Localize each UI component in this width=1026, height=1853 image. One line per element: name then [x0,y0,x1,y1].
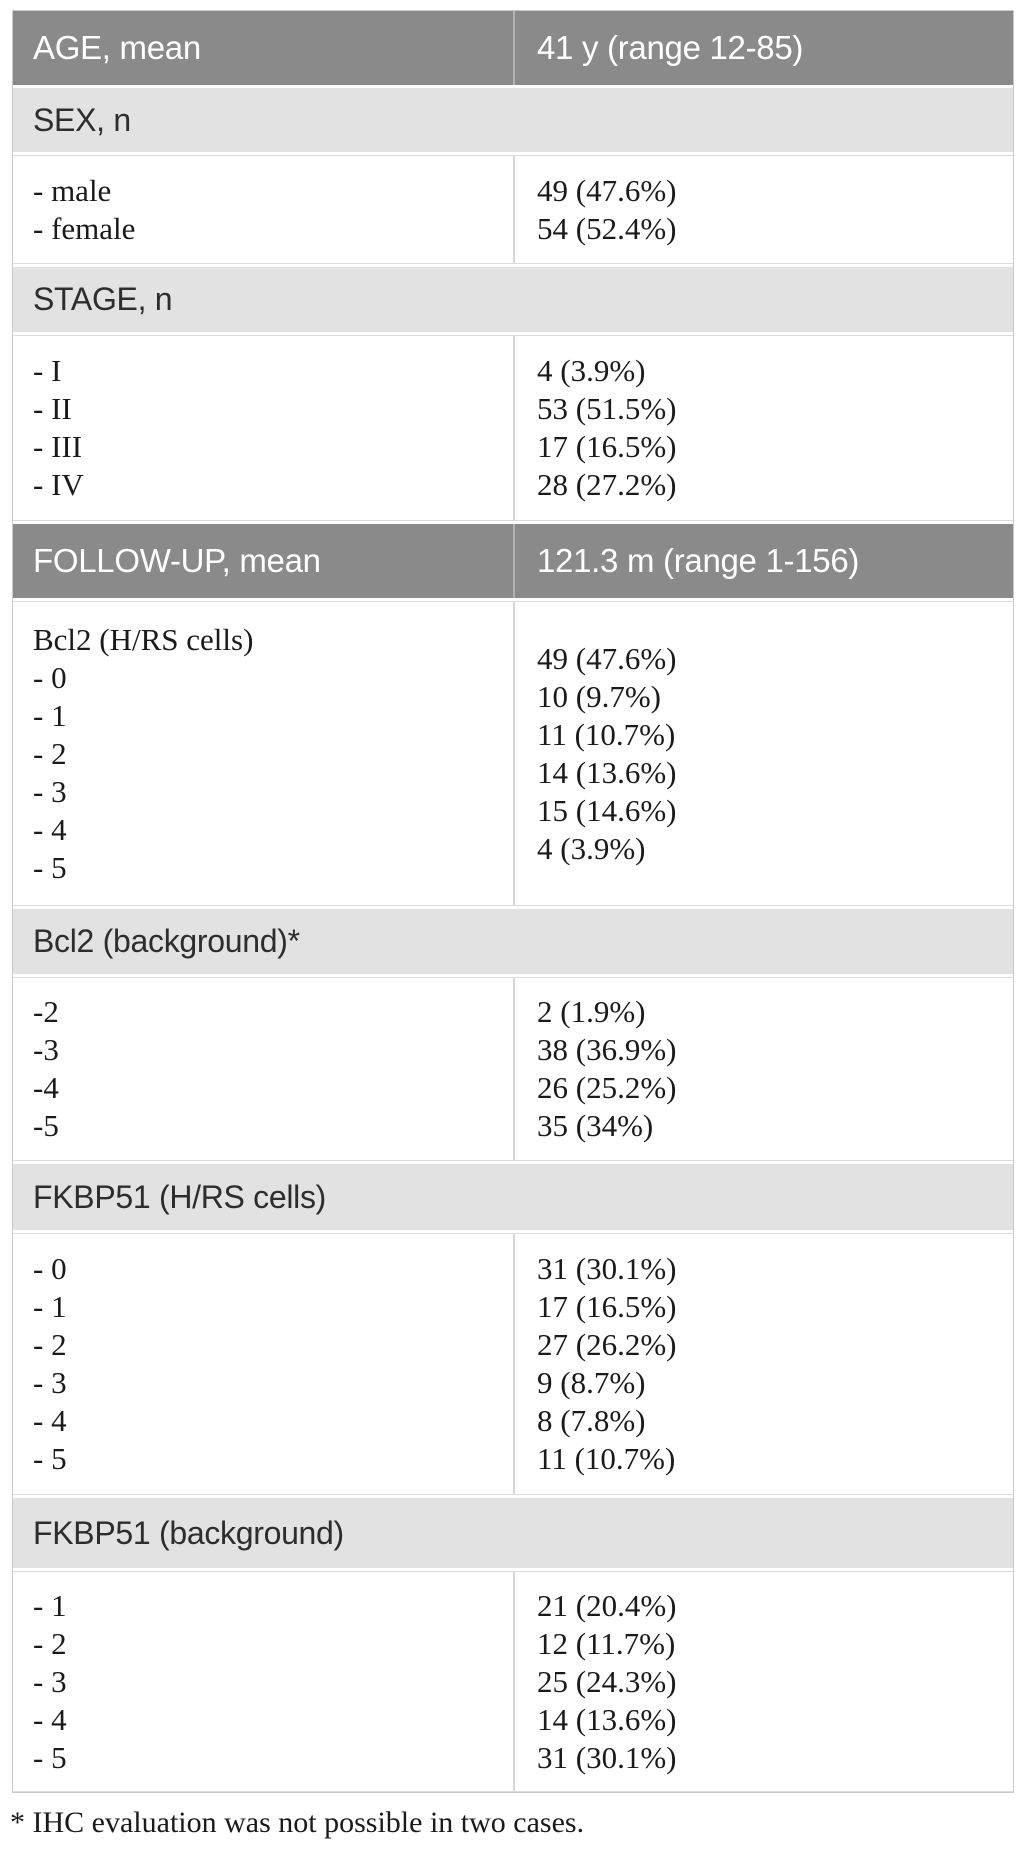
stat-label: - 1 [33,697,67,733]
row-header-value: 41 y (range 12-85) [537,29,804,66]
section-label: FKBP51 (H/RS cells) [33,1178,327,1215]
fkbp51-hrs-values-cell [513,1234,1013,1494]
age-value-cell [513,11,1013,85]
stat-value: 2 (1.9%) [537,994,646,1029]
age-label-cell [13,11,513,85]
stat-value: 27 (26.2%) [537,1327,677,1362]
stat-label: - 1 [33,1587,67,1623]
stat-value: 15 (14.6%) [537,792,677,828]
data-row-fkbp51-hrs [13,1233,1013,1495]
stat-value: 54 (52.4%) [537,210,677,246]
stat-value: 4 (3.9%) [537,353,646,388]
stat-value: 38 (36.9%) [537,1032,677,1067]
stat-label: - 3 [33,773,67,809]
data-row-fkbp51-background [13,1571,1013,1792]
stat-label: - 4 [33,1403,67,1438]
stat-value: 25 (24.3%) [537,1663,677,1699]
data-row-stage [13,335,1013,521]
sex-values-cell [513,156,1013,263]
table-footnote: * IHC evaluation was not possible in two cases. [10,1806,585,1839]
stat-label: - 5 [33,1441,67,1476]
stat-label: -5 [33,1108,59,1143]
header-row-followup [13,524,1013,598]
stat-label: - 0 [33,1251,67,1286]
stat-value: 9 (8.7%) [537,1365,646,1400]
stat-value: 17 (16.5%) [537,429,677,464]
section-row-stage [13,267,1013,332]
stat-value: 10 (9.7%) [537,678,661,714]
stat-value: 11 (10.7%) [537,1441,676,1476]
stat-label: -3 [33,1032,59,1067]
header-row-age [13,11,1013,85]
stage-values-cell [513,336,1013,520]
stat-label: -4 [33,1070,59,1105]
data-row-bcl2-hrs [13,601,1013,906]
stat-value: 35 (34%) [537,1108,654,1143]
bcl2-bg-labels-cell [13,978,513,1160]
stat-label: - 1 [33,1289,67,1324]
stat-label: - 5 [33,849,67,885]
section-row-fkbp51-background [13,1498,1013,1568]
stat-value: 14 (13.6%) [537,1701,677,1737]
data-row-bcl2-background [13,977,1013,1161]
stat-value: 14 (13.6%) [537,754,677,790]
patient-characteristics-table [12,10,1014,1793]
section-label: SEX, n [33,101,131,138]
stat-value: 49 (47.6%) [537,640,677,676]
data-row-sex [13,155,1013,264]
stat-label: - III [33,429,83,464]
stat-label: - 3 [33,1663,67,1699]
followup-value-cell [513,524,1013,598]
stat-label: - 2 [33,1625,67,1661]
bcl2-bg-values-cell [513,978,1013,1160]
stat-value: 53 (51.5%) [537,391,677,426]
section-label: Bcl2 (background)* [33,923,300,959]
stat-label: - 0 [33,659,67,695]
fkbp51-bg-values-cell [513,1572,1013,1791]
section-label: STAGE, n [33,281,173,317]
stat-label: -2 [33,994,59,1029]
row-header-label: FOLLOW-UP, mean [33,542,321,579]
stat-value: 28 (27.2%) [537,467,677,502]
stat-value: 31 (30.1%) [537,1251,677,1286]
stat-value: 31 (30.1%) [537,1739,677,1775]
stat-label: - 2 [33,735,67,771]
stage-labels-cell [13,336,513,520]
sex-labels-cell [13,156,513,263]
bcl2-hrs-labels-cell [13,602,513,905]
stat-label: - 4 [33,1701,67,1737]
section-row-sex [13,88,1013,152]
stat-value: 17 (16.5%) [537,1289,677,1324]
fkbp51-bg-labels-cell [13,1572,513,1791]
row-header-label: AGE, mean [33,29,201,66]
stat-value: 12 (11.7%) [537,1625,676,1661]
stat-label: - 4 [33,811,67,847]
stat-label: - female [33,210,136,246]
stat-label: Bcl2 (H/RS cells) [33,621,254,657]
stat-value: 11 (10.7%) [537,716,676,752]
stat-label: - II [33,391,72,426]
followup-label-cell [13,524,513,598]
stat-value: 49 (47.6%) [537,172,677,208]
fkbp51-hrs-labels-cell [13,1234,513,1494]
stat-label: - I [33,353,62,388]
stat-value: 4 (3.9%) [537,830,646,866]
stat-value: 8 (7.8%) [537,1403,646,1438]
section-label: FKBP51 (background) [33,1514,344,1551]
stat-label: - 3 [33,1365,67,1400]
bcl2-hrs-values-cell [513,602,1013,905]
stat-value: 21 (20.4%) [537,1587,677,1623]
stat-label: - 2 [33,1327,67,1362]
stat-value: 26 (25.2%) [537,1070,677,1105]
section-row-bcl2-background [13,909,1013,974]
section-row-fkbp51-hrs [13,1164,1013,1230]
row-header-value: 121.3 m (range 1-156) [537,542,860,579]
stat-label: - IV [33,467,84,502]
stat-label: - male [33,172,112,208]
stat-label: - 5 [33,1739,67,1775]
